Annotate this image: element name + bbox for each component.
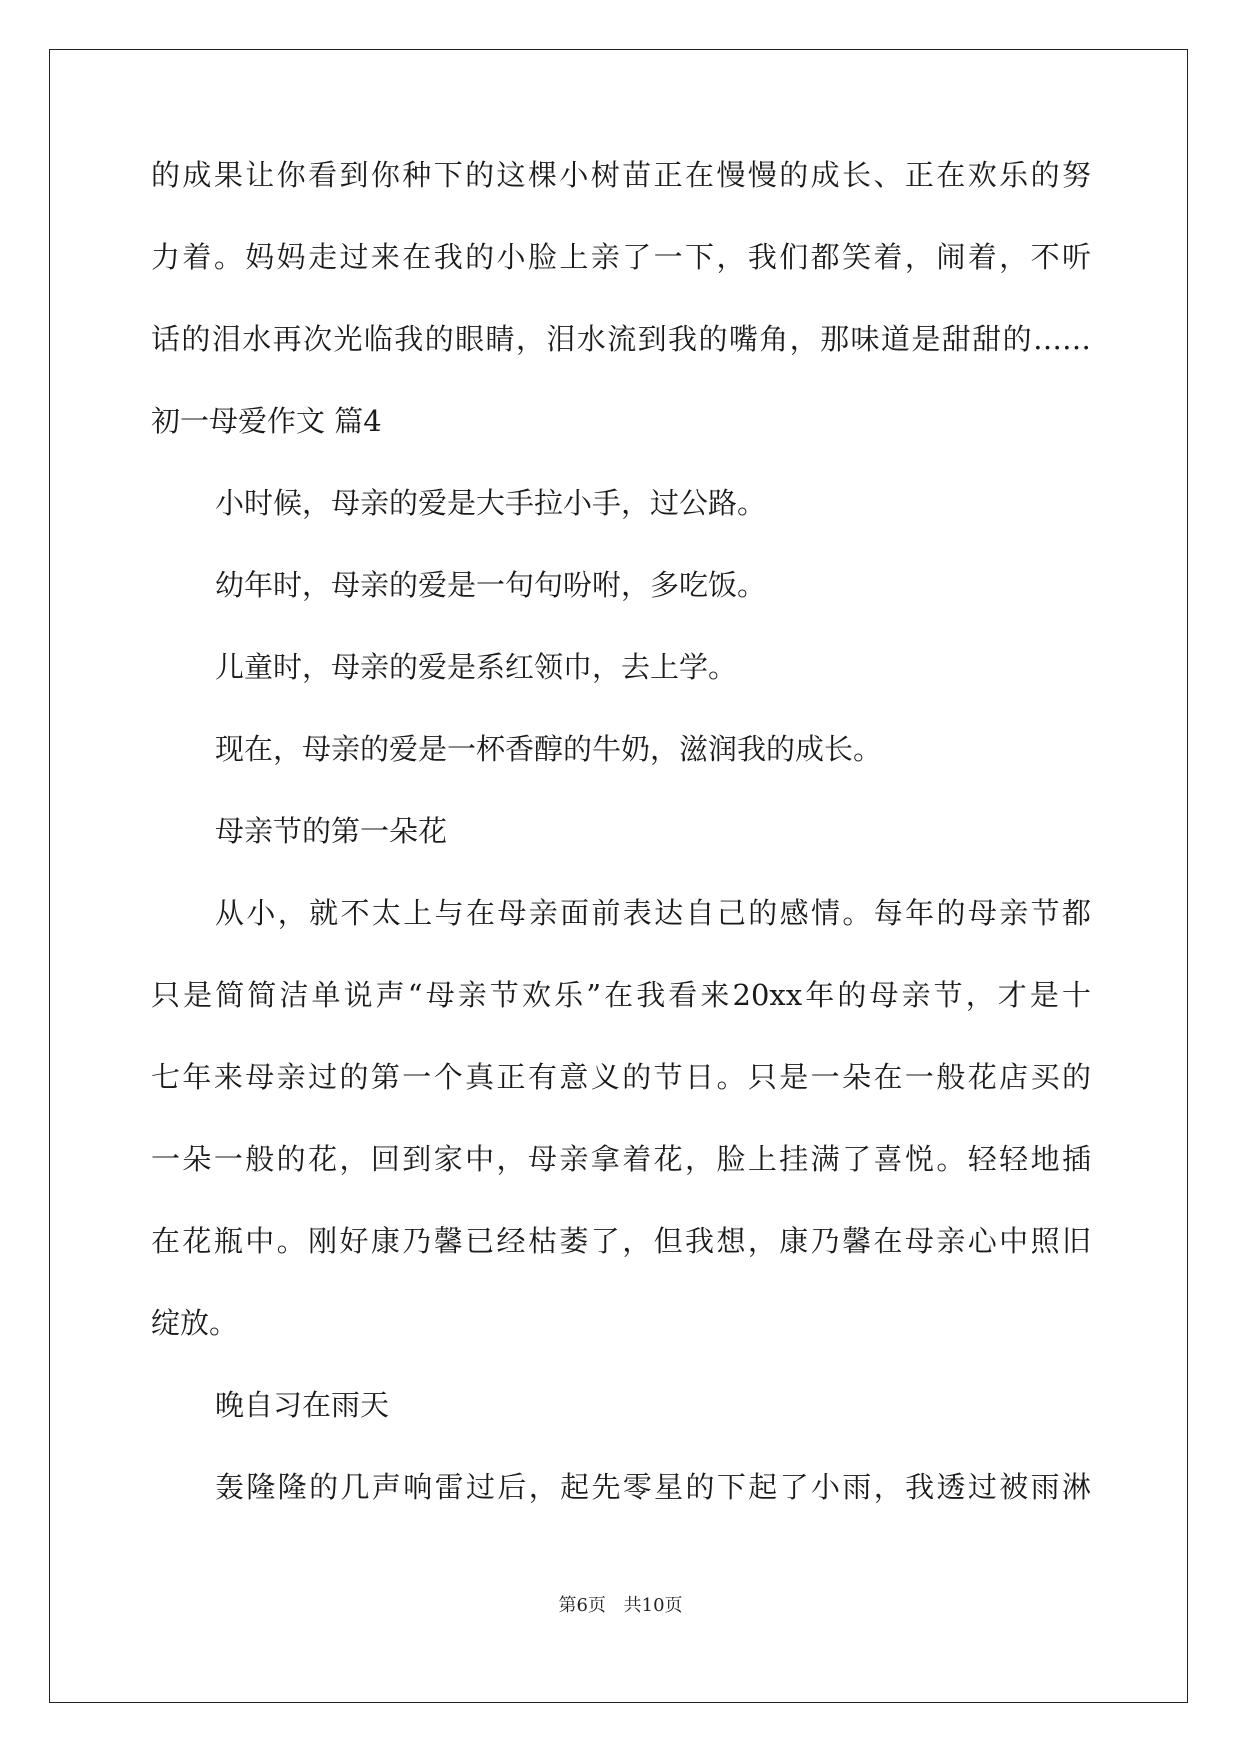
text-line: 现在，母亲的爱是一杯香醇的牛奶，滋润我的成长。 (215, 732, 883, 766)
text-line: 轰隆隆的几声响雷过后，起先零星的下起了小雨，我透过被雨淋 (215, 1470, 1091, 1504)
document-body (151, 158, 1091, 1552)
text-line: 在花瓶中。刚好康乃馨已经枯萎了，但我想，康乃馨在母亲心中照旧 (151, 1224, 1091, 1258)
text-line: 小时候，母亲的爱是大手拉小手，过公路。 (215, 486, 767, 520)
text-line: 话的泪水再次光临我的眼睛，泪水流到我的嘴角，那味道是甜甜的…… (151, 322, 1091, 356)
text-line: 幼年时，母亲的爱是一句句吩咐，多吃饭。 (215, 568, 767, 602)
text-line: 只是简简洁单说声“母亲节欢乐”在我看来20xx年的母亲节，才是十 (151, 978, 1091, 1012)
page-number: 第6页 (558, 1595, 606, 1616)
section-heading: 初一母爱作文 篇4 (151, 404, 382, 438)
subheading: 母亲节的第一朵花 (215, 814, 448, 848)
text-line: 儿童时，母亲的爱是系红领巾，去上学。 (215, 650, 738, 684)
page-footer (0, 1591, 1241, 1617)
page-total: 共10页 (623, 1595, 683, 1616)
subheading: 晚自习在雨天 (215, 1388, 390, 1422)
text-line: 的成果让你看到你种下的这棵小树苗正在慢慢的成长、正在欢乐的努 (151, 158, 1091, 192)
text-line: 一朵一般的花，回到家中，母亲拿着花，脸上挂满了喜悦。轻轻地插 (151, 1142, 1091, 1176)
text-line: 从小，就不太上与在母亲面前表达自己的感情。每年的母亲节都 (215, 896, 1091, 930)
text-line: 七年来母亲过的第一个真正有意义的节日。只是一朵在一般花店买的 (151, 1060, 1091, 1094)
text-line: 力着。妈妈走过来在我的小脸上亲了一下，我们都笑着，闹着，不听 (151, 240, 1091, 274)
text-line: 绽放。 (151, 1306, 239, 1340)
